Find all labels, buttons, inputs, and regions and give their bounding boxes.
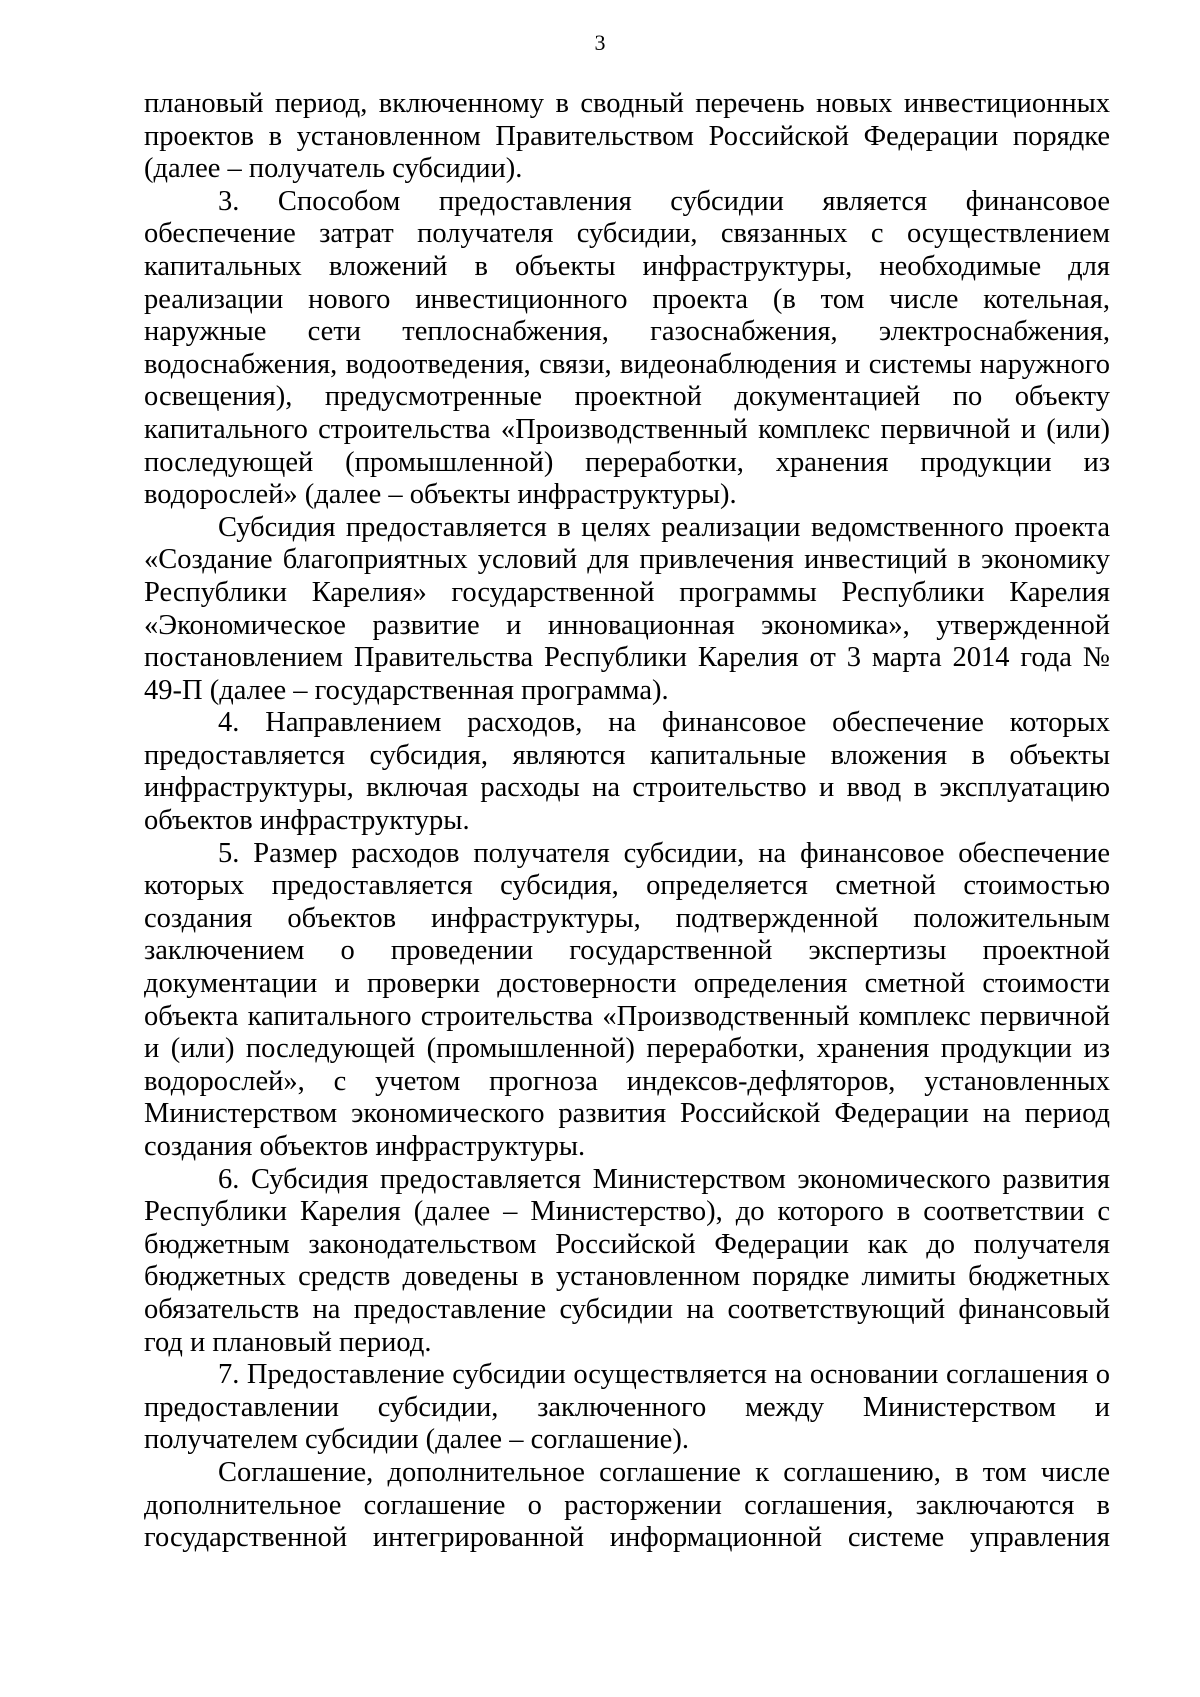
paragraph-item-5: 5. Размер расходов получателя субсидии, на финансовое обеспечение которых предоставляется субсидия, определяется сметной стоимостью создания объектов инфраструктуры, подтвержденной положительным заключением о проведении государственной экспертизы проектной документации и проверки достоверности определения сметной стоимости объекта капитального строительства «Производственный комплекс первичной и (или) последующей (промышленной) переработки, хранения продукции из водорослей», с учетом прогноза индексов-дефляторов, установленных Министерством экономического развития Российской Федерации на период создания объектов инфраструктуры. — [144, 837, 1110, 1162]
paragraph-subsidy-purpose: Субсидия предоставляется в целях реализации ведомственного проекта «Создание благоприятных условий для привлечения инвестиций в экономику Республики Карелия» государственной программы Республики Карелия «Экономическое развитие и инновационная экономика», утвержденной постановлением Правительства Республики Карелия от 3 марта 2014 года № 49-П (далее – государственная программа). — [144, 511, 1110, 706]
paragraph-continuation: плановый период, включенному в сводный перечень новых инвестиционных проектов в установленном Правительством Российской Федерации порядке (далее – получатель субсидии). — [144, 88, 1110, 185]
paragraph-item-4: 4. Направлением расходов, на финансовое обеспечение которых предоставляется субсидия, являются капитальные вложения в объекты инфраструктуры, включая расходы на строительство и ввод в эксплуатацию объектов инфраструктуры. — [144, 707, 1110, 837]
document-body — [144, 88, 1110, 1555]
paragraph-item-7: 7. Предоставление субсидии осуществляется на основании соглашения о предоставлении субсидии, заключенного между Министерством и получателем субсидии (далее – соглашение). — [144, 1359, 1110, 1456]
page-number: 3 — [594, 30, 606, 55]
paragraph-item-3: 3. Способом предоставления субсидии является финансовое обеспечение затрат получателя субсидии, связанных с осуществлением капитальных вложений в объекты инфраструктуры, необходимые для реализации нового инвестиционного проекта (в том числе котельная, наружные сети теплоснабжения, газоснабжения, электроснабжения, водоснабжения, водоотведения, связи, видеонаблюдения и системы наружного освещения), предусмотренные проектной документацией по объекту капитального строительства «Производственный комплекс первичной и (или) последующей (промышленной) переработки, хранения продукции из водорослей» (далее – объекты инфраструктуры). — [144, 185, 1110, 511]
paragraph-item-6: 6. Субсидия предоставляется Министерством экономического развития Республики Карелия (далее – Министерство), до которого в соответствии с бюджетным законодательством Российской Федерации как до получателя бюджетных средств доведены в установленном порядке лимиты бюджетных обязательств на предоставление субсидии на соответствующий финансовый год и плановый период. — [144, 1163, 1110, 1358]
paragraph-agreement: Соглашение, дополнительное соглашение к соглашению, в том числе дополнительное соглашение о расторжении соглашения, заключаются в государственной интегрированной информационной системе управления — [144, 1456, 1110, 1554]
